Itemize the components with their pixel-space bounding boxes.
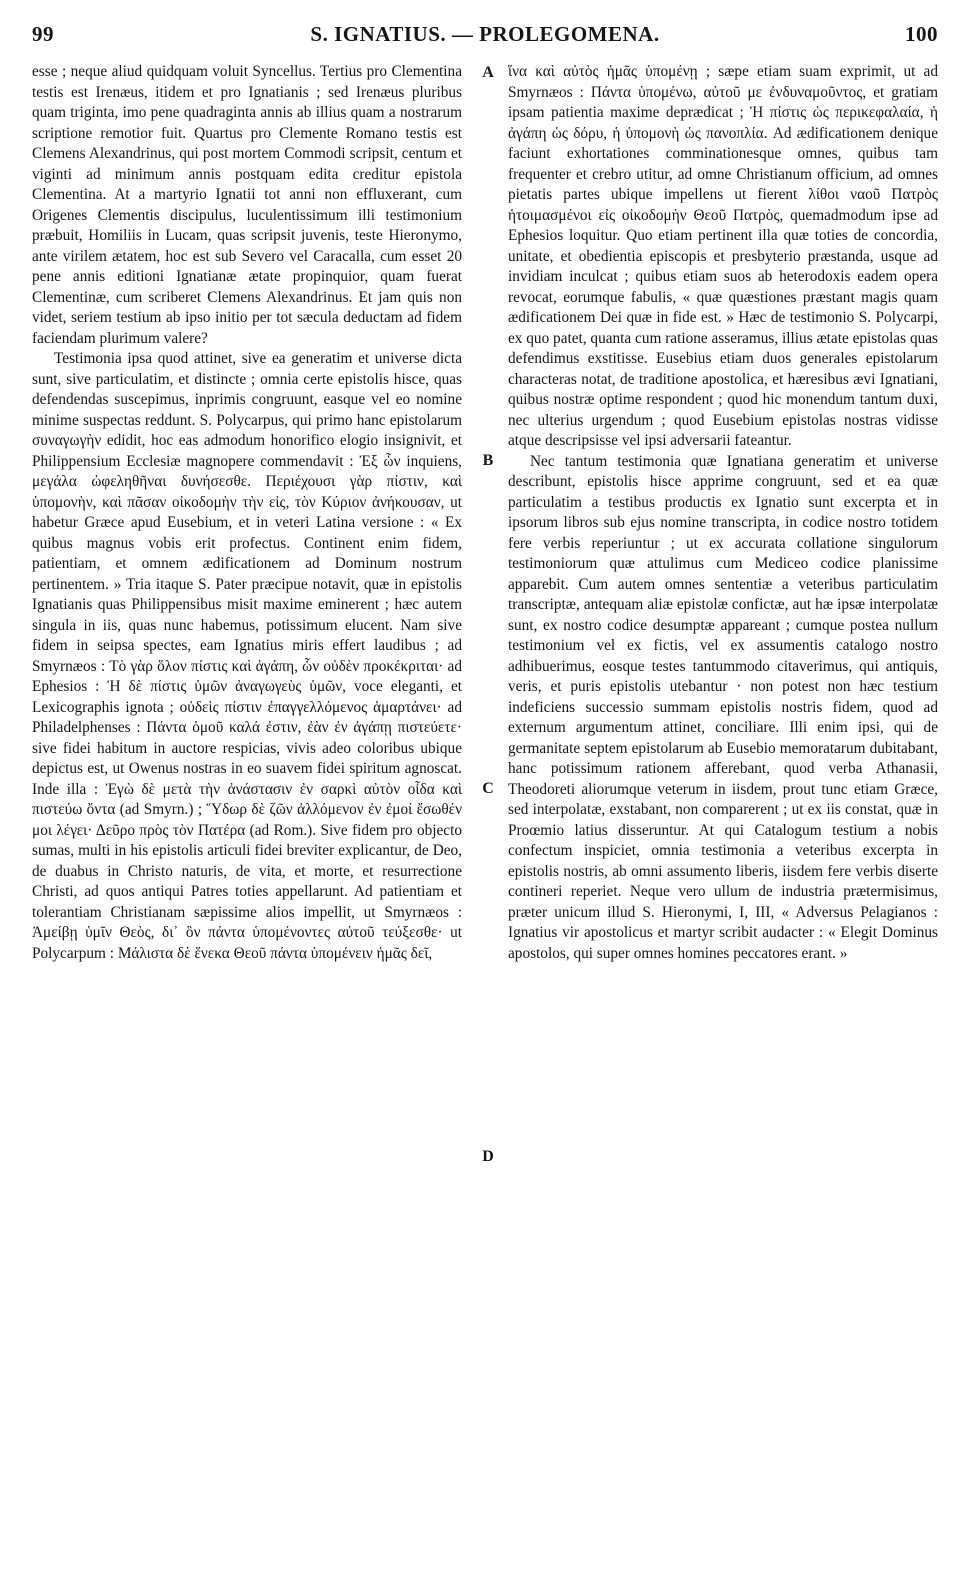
page-number-right: 100 xyxy=(905,22,938,46)
left-column xyxy=(32,62,462,964)
paragraph: Nec tantum testimonia quæ Ignatiana generatim et universe describunt, epistolis hisce apprime congruunt, sed et ea quæ particulatim a testibus productis ex Ignatio sunt excerpta et in ipsorum libros sub ejus nomine transcripta, in codice nostro totidem fere verbis reperiuntur ; ut ex accurata collatione singulorum testimoniorum quæ attulimus cum Mediceo codice planissime apparebit. Cum autem omnes sententiæ a veteribus particulatim transcriptæ, antequam aliæ epistolæ confictæ, aut hæ ipsæ interpolatæ sunt, ex nostro codice desumptæ appareant ; cumque postea nullum testimonium vel ex fictis, vel ex assumentis catalogo nostro adhibuerimus, eosque testes tantummodo citaverimus, qui antiquis, veris, et puris epistolis utebantur · non potest non hæc testium indeficiens successio summam epistolis nostris fidem, quod ad externum argumentum attinet, conciliare. Illi enim ipsi, qui de germanitate septem epistolarum ab Eusebio memoratarum dubitabant, hanc potissimum rationem afferebant, quod verba Athanasii, Theodoreti aliorumque veterum in iisdem, prout tunc etiam Græce, sed interpolatæ, exstabant, non comparerent ; ut ex iis constat, quæ in Proœmio latius disseruntur. At qui Catalogum testium a nobis confectum inspiciet, omnia testimonia a veteribus excerpta in epistolis nostris, ab omni assumento liberis, iisdem fere verbis diserte contineri reperiet. Neque vero ullum de industria prætermisimus, præter unicum illud S. Hieronymi, I, III, « Adversus Pelagianos : Ignatius vir apostolicus et martyr scribit audacter : « Elegit Dominus apostolos, qui super omnes homines peccatores erant. » xyxy=(508,452,938,962)
right-column xyxy=(508,62,938,964)
paragraph: Testimonia ipsa quod attinet, sive ea generatim et universe dicta sunt, sive particulatim, et distincte ; omnia certe epistolis hisce, quas defendendas suscepimus, inprimis congruunt, easque vel eo nomine minime suspectas reddunt. S. Polycarpus, qui primo hanc epistolarum συναγωγὴν edidit, hoc eas admodum honorifico elogio insignivit, et Philippensium Ecclesiæ magnopere commendavit : Ἐξ ὧν inquiens, μεγάλα ὠφεληθῆναι δυνήσεσθε. Περιέχουσι γὰρ πίστιν, καὶ ὑπομονὴν, καὶ πᾶσαν οἰκοδομὴν τὴν εἰς, τὸν Κύριον ἀνήκουσαν, ut habetur Græce apud Eusebium, et in veteri Latina versione : « Ex quibus magnus vobis erit profectus. Continent enim fidem, patientiam, et omnem ædificationem ad Dominum nostrum pertinentem. » Tria itaque S. Pater præcipue notavit, quæ in epistolis Ignatianis quas Philippensibus misit maxime eminerent ; hæc autem singula in iis, quas nunc habemus, potissimum elucent. Nam sive fidem in seipsa spectes, eam Ignatius miris effert laudibus ; ad Smyrnæos : Τὸ γὰρ ὅλον πίστις καὶ ἀγάπη, ὧν οὐδὲν προκέκριται· ad Ephesios : Ἡ δὲ πίστις ὑμῶν ἀναγωγεὺς ὑμῶν, voce eleganti, et Lexicographis ignota ; οὐδεὶς πίστιν ἐπαγγελλόμενος ἁμαρτάνει· ad Philadelphenses : Πάντα ὁμοῦ καλά ἐστιν, ἐὰν ἐν ἀγάπῃ πιστεύετε· sive fidei habitum in auctore respicias, vivis adeo coloribus ubique depictus est, ut Owenus nostras in eo suavem fidei spiritum agnoscat. Inde illa : Ἐγὼ δὲ μετὰ τὴν ἀνάστασιν ἐν σαρκὶ αὐτὸν οἶδα καὶ πιστεύω ὄντα (ad Smyrn.) ; Ὕδωρ δὲ ζῶν ἀλλόμενον ἐν ἐμοί ἔσωθέν μοι λέγει· Δεῦρο πρὸς τὸν Πατέρα (ad Rom.). Sive fidem pro objecto sumas, multi in his epistolis articuli fidei breviter explicantur, de Deo, de duabus in Christo naturis, de vita, et morte, et resurrectione Christi, ad quos antiqui Patres toties appellarunt. Ad patientiam et tolerantiam Christianam sæpissime alios impellit, ut Smyrnæos : Ἀμείβῃ ὑμῖν Θεὸς, δι᾽ ὃν πάντα ὑπομένοντες αὐτοῦ τεύξεσθε· ut Polycarpum : Μάλιστα δὲ ἕνεκα Θεοῦ πάντα ὑπομένειν ἡμᾶς δεῖ, xyxy=(32,350,462,962)
margin-marker-b: B xyxy=(482,452,494,469)
page-header xyxy=(32,22,938,48)
paragraph: esse ; neque aliud quidquam voluit Syncellus. Tertius pro Clementina testis est Irenæus, itidem et pro Ignatianis ; sed Irenæus pluribus quam triginta, imo pene quadraginta annis ab illius quam a nostrarum scriptione remotior fuit. Quartus pro Clemente Romano testis est Clemens Alexandrinus, qui post mortem Commodi scripsit, centum et viginti ad minimum annis postquam edita creditur epistola Clementina. At a martyrio Ignatii tot anni non effluxerant, cum Origenes Clementis discipulus, luculentissimum illi testimonium præbuit, Homiliis in Lucam, quas scripsit juvenis, teste Hieronymo, ante virilem ætatem, hoc est sub Severo vel Caracalla, cum esset 20 pene annis editioni Ignatianæ ætate propinquior, quam fuerat Clementinæ, cum scriberet Clemens Alexandrinus. Et jam quis non videt, seriem testium ab ipso initio per tot sæcula deductam ad fidem faciendam plurimum valere? xyxy=(32,63,462,347)
page-number-left: 99 xyxy=(32,22,54,46)
margin-marker-a: A xyxy=(482,64,494,81)
margin-marker-c: C xyxy=(482,780,494,797)
paragraph: ἵνα καὶ αὐτὸς ἡμᾶς ὑπομένῃ ; sæpe etiam suam exprimit, ut ad Smyrnæos : Πάντα ὑπομένω, αὐτοῦ με ἐνδυναμοῦντος, et gratiam ipsam patientia maxime deprædicat ; Ἡ πίστις ὡς περικεφαλαία, ἡ ἀγάπη ὡς δόρυ, ἡ ὑπομονὴ ὡς πανοπλία. Ad ædificationem denique faciunt exhortationes comminationesque omnes, quibus tam frequenter et crebro utitur, ad omne Christianum officium, ad omnes pietatis partes ubique impellens ut fierent λίθοι ναοῦ Πατρὸς ἡτοιμασμένοι εἰς οἰκοδομὴν Θεοῦ Πατρὸς, quemadmodum ipse ad Ephesios loquitur. Quo etiam pertinent illa quæ toties de concordia, unitate, et obedientia episcopis et presbyterio præstanda, usque ad invidiam inculcat ; quibus etiam suos ab heterodoxis eadem opera revocat, eorumque fabulis, « quæ quæstiones præstant magis quam ædificationem Dei quæ in fide est. » Hæc de testimonio S. Polycarpi, ex quo patet, quanta cum ratione asseramus, illius ætate epistolas quas defendimus exstitisse. Eusebius etiam duos generales epistolarum characteras notat, de traditione apostolica, et hæresibus ævi Ignatiani, quibus nostræ optime respondent ; quod hic monendum tantum duxi, nec ulterius urgendum ; quod Eusebium epistolas nostras vidisse atque descripsisse vel ipsi adversarii fateantur. xyxy=(508,63,938,449)
running-title: S. IGNATIUS. — PROLEGOMENA. xyxy=(310,22,660,46)
margin-marker-d: D xyxy=(482,1148,494,1165)
